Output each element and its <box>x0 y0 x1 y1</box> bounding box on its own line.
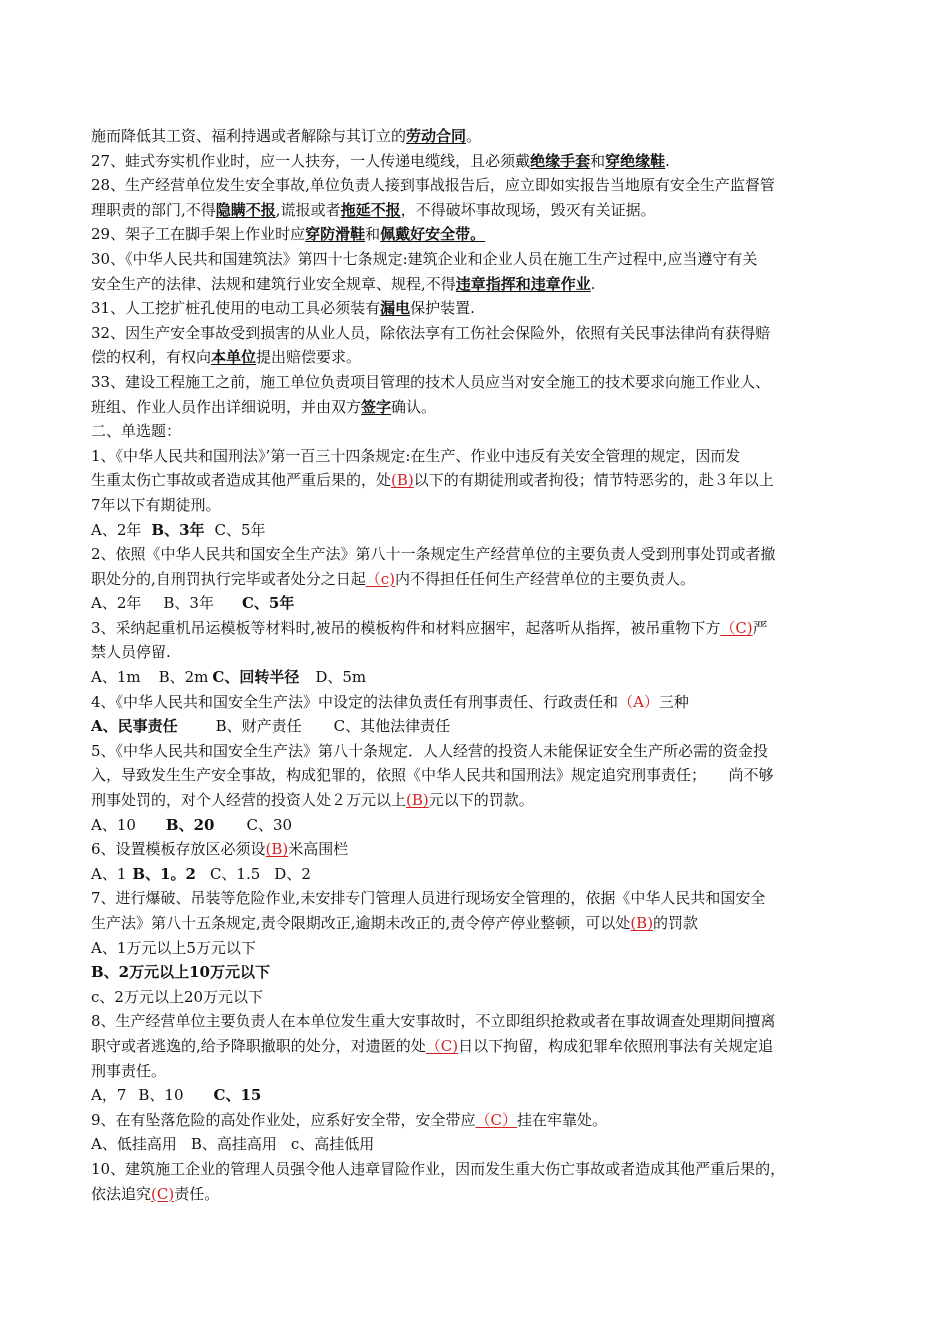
sc-q1-line2: 生重太伤亡事故或者造成其他严重后果的，处(B)以下的有期徒刑或者拘役；情节特恶劣的，赴３年以上 <box>91 471 774 490</box>
answer-mark: (B) <box>265 840 289 859</box>
sc-q3-line2: 禁人员停留. <box>91 643 171 662</box>
sc-q6: 6、设置模板存放区必须设(B)米高围栏 <box>91 840 349 859</box>
sc-q5-options <box>91 813 870 838</box>
answer-mark: （C） <box>475 1110 518 1129</box>
answer-mark: (B) <box>391 471 414 490</box>
sc-q9-options <box>91 1132 870 1157</box>
sc-q5-line1: 5、《中华人民共和国安全生产法》第八十条规定．人人经营的投资人未能保证安全生产所必需的资金投 <box>91 741 769 760</box>
option-b: B、10 <box>138 1086 184 1105</box>
q27: 27、蛙式夯实机作业时，应一人扶夯，一人传递电缆线，且必须戴绝缘手套和穿绝缘鞋. <box>91 151 670 170</box>
answer-keyword: 漏电 <box>380 299 411 318</box>
option-b: B、2m <box>158 668 209 687</box>
answer-mark: (B) <box>406 791 429 810</box>
sc-q2-line2: 职处分的,自刑罚执行完毕或者处分之日起（c)内不得担任任何生产经营单位的主要负责人。 <box>91 569 696 588</box>
sc-q9: 9、在有坠落危险的高处作业处，应系好安全带，安全带应（C）挂在牢靠处。 <box>91 1110 608 1129</box>
answer-keyword: 本单位 <box>211 348 257 367</box>
option-c-correct: C、5年 <box>241 594 295 613</box>
option-b: B、财产责任 <box>215 717 302 736</box>
option-c: C、其他法律责任 <box>333 717 451 736</box>
option-a: A、低挂高用 <box>91 1135 177 1154</box>
option-b: B、3年 <box>163 594 214 613</box>
sc-q5-line2: 入，导致发生生产安全事故，构成犯罪的，依照《中华人民共和国刑法》规定追究刑事责任； 尚不够 <box>91 766 774 785</box>
sc-q4-options <box>91 714 870 739</box>
sc-q7-option-a: A、1万元以上5万元以下 <box>91 938 256 957</box>
answer-keyword: 隐瞒不报 <box>215 200 276 219</box>
option-c-correct: C、15 <box>213 1086 262 1105</box>
answer-mark: （C) <box>425 1036 459 1055</box>
q26-tail: 施而降低其工资、福利持遇或者解除与其订立的劳动合同。 <box>91 127 482 145</box>
q32-line1: 32、因生产安全事故受到损害的从业人员，除依法享有工伤社会保险外，依照有关民事法律尚有获得赔 <box>91 323 771 342</box>
sc-q6-options <box>91 862 870 887</box>
sc-q1-line3: 7年以下有期徒刑。 <box>91 495 221 514</box>
q33-line2: 班组、作业人员作出详细说明，并由双方签字确认。 <box>91 397 437 416</box>
q33-line1: 33、建设工程施工之前，施工单位负责项目管理的技术人员应当对安全施工的技术要求向施工作业人、 <box>91 372 771 391</box>
sc-q8-line3: 刑事责任。 <box>91 1061 167 1080</box>
answer-mark: (C) <box>151 1184 175 1203</box>
option-d: D、2 <box>274 864 311 883</box>
option-d: D、5m <box>315 668 367 687</box>
answer-keyword: 签字 <box>361 397 392 416</box>
sc-q3-line1: 3、采纳起重机吊运模板等材料时,被吊的模板构件和材料应捆牢，起落听从指挥，被吊重物下方（C)严 <box>91 618 768 637</box>
sc-q10-line1: 10、建筑施工企业的管理人员强令他人违章冒险作业，因而发生重大伤亡事故或者造成其他严重后果的， <box>91 1159 786 1178</box>
option-a: A、1m <box>91 668 141 687</box>
option-c: c、高挂低用 <box>290 1135 375 1154</box>
option-c-correct: C、回转半径 <box>212 668 300 687</box>
option-a: A、1 <box>91 864 127 883</box>
q29: 29、架子工在脚手架上作业时应穿防滑鞋和佩戴好安全带。 <box>91 225 486 244</box>
q30-line1: 30、《中华人民共和国建筑法》第四十七条规定:建筑企业和企业人员在施工生产过程中,应当遵守有关 <box>91 249 758 268</box>
option-a: A、10 <box>91 815 136 834</box>
sc-q7-line2: 生产法》第八十五条规定,责令限期改正,逾期未改正的,责令停产停业整顿，可以处(B)的罚款 <box>91 914 699 932</box>
answer-keyword: 穿防滑鞋 <box>305 225 366 244</box>
sc-q8-line2: 职守或者逃逸的,给予降职撤职的处分，对遗匿的处（C)日以下拘留，构成犯罪牟依照刑事法有关规定追 <box>91 1036 774 1055</box>
sc-q2-line1: 2、依照《中华人民共和国安全生产法》第八十一条规定生产经营单位的主要负责人受到刑事处罚或者撤 <box>91 545 776 564</box>
option-b-correct: B、20 <box>165 815 215 834</box>
sc-q4: 4、《中华人民共和国安全生产法》中设定的法律负责任有刑事责任、行政责任和（A）三种 <box>91 692 689 711</box>
option-a: A、2年 <box>91 594 142 613</box>
section-title: 二、单选题： <box>91 422 182 441</box>
answer-keyword: 佩戴好安全带。 <box>380 225 486 244</box>
option-b-correct: B、3年 <box>151 520 205 539</box>
option-a: A，7 <box>91 1086 127 1105</box>
q28-line1: 28、生产经营单位发生安全事故,单位负责人接到事战报告后，应立即如实报告当地原有安全生产监督管 <box>91 176 775 195</box>
q32-line2: 偿的权利，有权向本单位提出赔偿要求。 <box>91 348 362 367</box>
sc-q8-line1: 8、生产经营单位主要负责人在本单位发生重大安事故时，不立即组织抢救或者在事故调查处理期间擅离 <box>91 1012 776 1031</box>
option-c: C、5年 <box>214 520 266 539</box>
answer-mark: （A） <box>618 692 659 711</box>
sc-q7-option-c: c、2万元以上20万元以下 <box>91 987 264 1006</box>
sc-q10-line2: 依法追究(C)责任。 <box>91 1184 220 1203</box>
answer-mark: （c) <box>365 569 396 588</box>
sc-q7-option-b-correct: B、2万元以上10万元以下 <box>91 963 270 982</box>
answer-keyword: 拖延不报 <box>340 200 401 219</box>
option-c: C、1.5 <box>209 864 261 883</box>
sc-q1-options <box>91 518 870 543</box>
answer-keyword: 违章指挥和违章作业 <box>455 274 591 293</box>
answer-mark: （C) <box>720 618 753 637</box>
answer-keyword: 穿绝缘鞋 <box>605 151 666 170</box>
sc-q2-options <box>91 591 870 616</box>
sc-q5-line3: 刑事处罚的，对个人经营的投资人处２万元以上(B)元以下的罚款。 <box>91 791 534 810</box>
q28-line2: 理职责的部门,不得隐瞒不报,谎报或者拖延不报，不得破坏事故现场，毁灭有关证据。 <box>91 200 656 219</box>
option-a-correct: A、民事责任 <box>91 717 178 736</box>
q30-line2: 安全生产的法律、法规和建筑行业安全规章、规程,不得违章指挥和违章作业. <box>91 274 596 293</box>
sc-q8-options <box>91 1083 870 1108</box>
sc-q1-line1: 1、《中华人民共和国刑法》’第一百三十四条规定:在生产、作业中违反有关安全管理的规定，因而发 <box>91 446 741 465</box>
answer-keyword: 劳动合同 <box>406 127 467 145</box>
option-b-correct: B、1。2 <box>132 864 196 883</box>
option-c: C、30 <box>246 815 293 834</box>
q31: 31、人工挖扩桩孔使用的电动工具必须装有漏电保护装置. <box>91 299 475 318</box>
answer-mark: (B) <box>630 914 654 932</box>
option-a: A、2年 <box>91 520 142 539</box>
sc-q3-options <box>91 665 870 690</box>
answer-keyword: 绝缘手套 <box>530 151 591 170</box>
option-b: B、高挂高用 <box>190 1135 277 1154</box>
sc-q7-line1: 7、进行爆破、吊装等危险作业,未安排专门管理人员进行现场安全管理的，依据《中华人民共和国安全 <box>91 889 766 908</box>
